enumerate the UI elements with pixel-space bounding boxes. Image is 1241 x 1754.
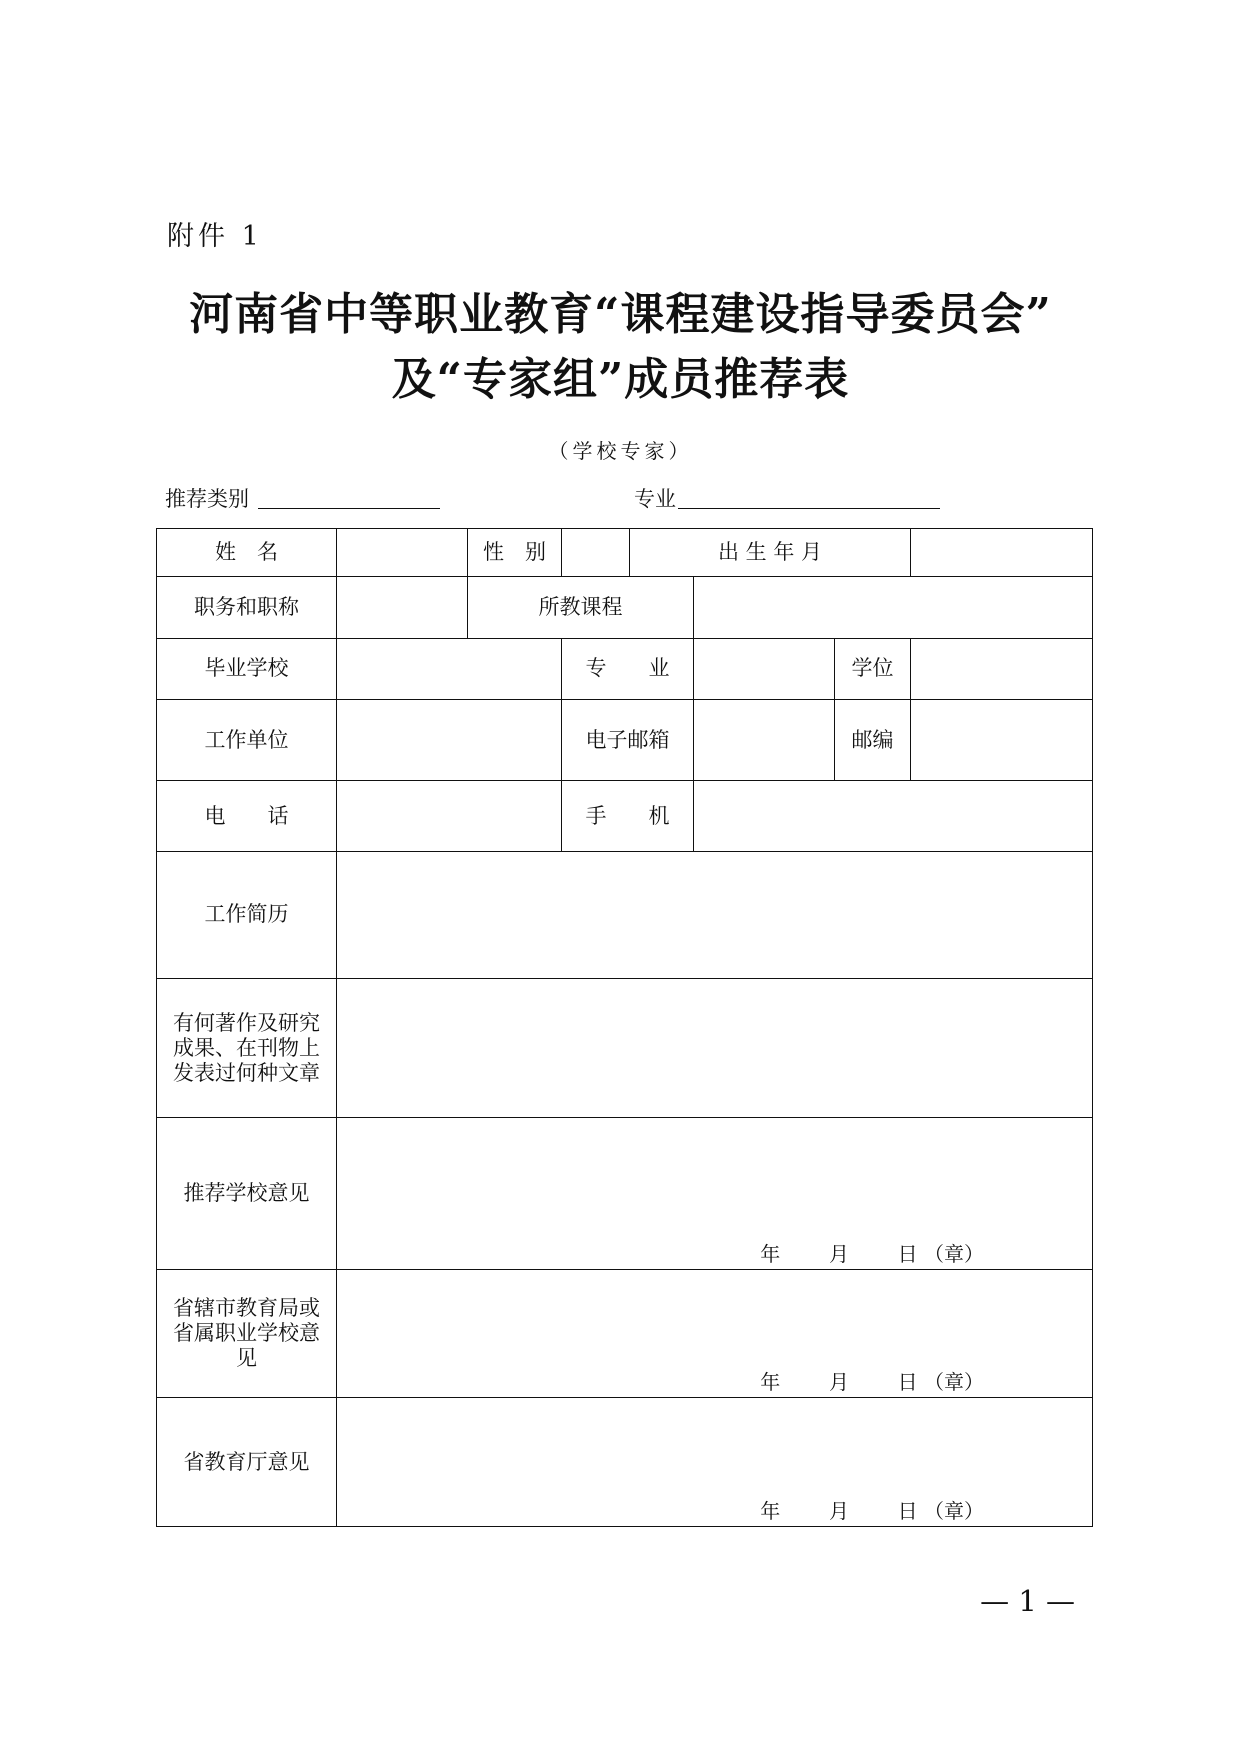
gender-label: 性 别 [468, 529, 562, 577]
document-title-line2: 及“专家组”成员推荐表 [391, 354, 850, 405]
seal-label: （章） [924, 1370, 985, 1395]
seal-label: （章） [924, 1499, 985, 1523]
phone-field[interactable] [337, 781, 562, 851]
phone-label: 电 话 [157, 781, 337, 851]
date-stamp-line [760, 1370, 984, 1395]
email-label: 电子邮箱 [562, 700, 694, 781]
work-history-field[interactable] [337, 851, 1093, 978]
name-label: 姓 名 [157, 529, 337, 577]
position-title-field[interactable] [337, 577, 468, 638]
category-label: 推荐类别 [165, 487, 249, 511]
year-label: 年 [760, 1499, 781, 1523]
date-stamp-line [760, 1499, 984, 1524]
major-cell-label: 专 业 [562, 638, 694, 699]
day-label: 日 [897, 1370, 918, 1395]
major-cell-field[interactable] [694, 638, 835, 699]
degree-field[interactable] [911, 638, 1093, 699]
seal-label: （章） [924, 1242, 985, 1267]
postcode-label: 邮编 [835, 700, 911, 781]
work-history-label: 工作简历 [157, 851, 337, 978]
document-title-line1: 河南省中等职业教育“课程建设指导委员会” [189, 289, 1052, 340]
day-label: 日 [897, 1499, 918, 1523]
gender-field[interactable] [562, 529, 630, 577]
graduated-school-field[interactable] [337, 638, 562, 699]
recommendation-form-table [156, 528, 1093, 1527]
school-opinion-label: 推荐学校意见 [157, 1118, 337, 1270]
email-field[interactable] [694, 700, 835, 781]
publications-field[interactable] [337, 978, 1093, 1118]
birth-field[interactable] [911, 529, 1093, 577]
birth-label: 出 生 年 月 [630, 529, 911, 577]
work-unit-field[interactable] [337, 700, 562, 781]
day-label: 日 [897, 1242, 918, 1267]
subtitle: （学校专家） [548, 439, 693, 463]
month-label: 月 [828, 1242, 849, 1267]
position-title-label: 职务和职称 [157, 577, 337, 638]
name-field[interactable] [337, 529, 468, 577]
date-stamp-line [760, 1242, 984, 1267]
school-opinion-field[interactable] [337, 1118, 1093, 1270]
postcode-field[interactable] [911, 700, 1093, 781]
year-label: 年 [760, 1370, 781, 1395]
mobile-label: 手 机 [562, 781, 694, 851]
major-label: 专业 [634, 487, 676, 511]
month-label: 月 [828, 1499, 849, 1523]
bureau-opinion-field[interactable] [337, 1270, 1093, 1398]
category-field[interactable] [258, 508, 440, 509]
page-number: — 1 — [980, 1584, 1075, 1618]
degree-label: 学位 [835, 638, 911, 699]
year-label: 年 [760, 1242, 781, 1267]
bureau-opinion-label: 省辖市教育局或省属职业学校意见 [157, 1270, 337, 1398]
courses-label: 所教课程 [468, 577, 694, 638]
graduated-school-label: 毕业学校 [157, 638, 337, 699]
work-unit-label: 工作单位 [157, 700, 337, 781]
attachment-label: 附件 1 [167, 221, 263, 252]
mobile-field[interactable] [694, 781, 1093, 851]
courses-field[interactable] [694, 577, 1093, 638]
major-field[interactable] [678, 508, 940, 509]
publications-label: 有何著作及研究成果、在刊物上发表过何种文章 [157, 978, 337, 1118]
department-opinion-label: 省教育厅意见 [157, 1398, 337, 1527]
department-opinion-field[interactable] [337, 1398, 1093, 1527]
month-label: 月 [828, 1370, 849, 1395]
